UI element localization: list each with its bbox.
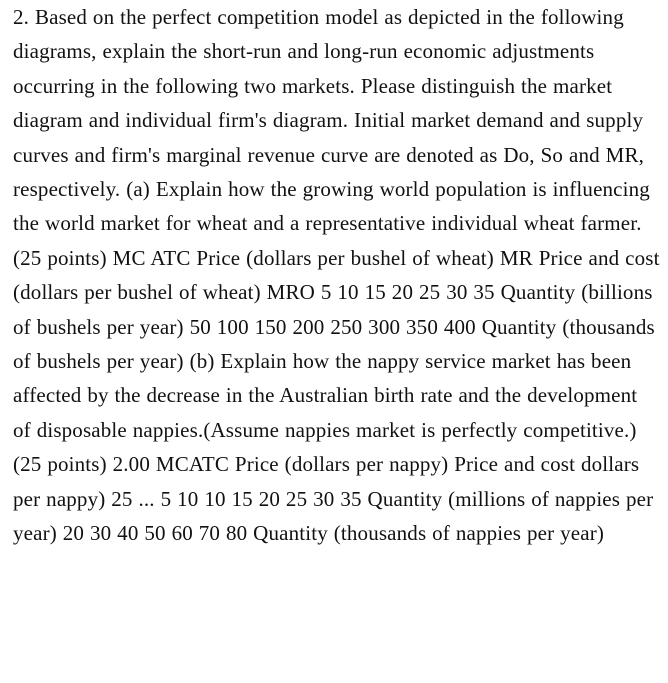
question-text: 2. Based on the perfect competition model as depicted in the following diagrams, explain the short-run and long-run economic adjustments occurring in the following two markets. Please distinguish the market diagram and individual firm's diagram. Initial market demand and supply curves and firm's marginal revenue curve are denoted as Do, So and MR, respectively. (a) Explain how the growing world population is influencing the world market for wheat and a representative individual wheat farmer. (25 points) MC ATC Price (dollars per bushel of wheat) MR Price and cost (dollars per bushel of wheat) MRO 5 10 15 20 25 30 35 Quantity (billions of bushels per year) 50 100 150 200 250 300 350 400 Quantity (thousands of bushels per year) (b) Explain how the nappy service market has been affected by the decrease in the Australian birth rate and the development of disposable nappies.(Assume nappies market is perfectly competitive.) (25 points) 2.00 MCATC Price (dollars per nappy) Price and cost dollars per nappy) 25 ... 5 10 10 15 20 25 30 35 Quantity (millions of nappies per year) 20 30 40 50 60 70 80 Quantity (thousands of nappies per year) <box>13 5 660 546</box>
